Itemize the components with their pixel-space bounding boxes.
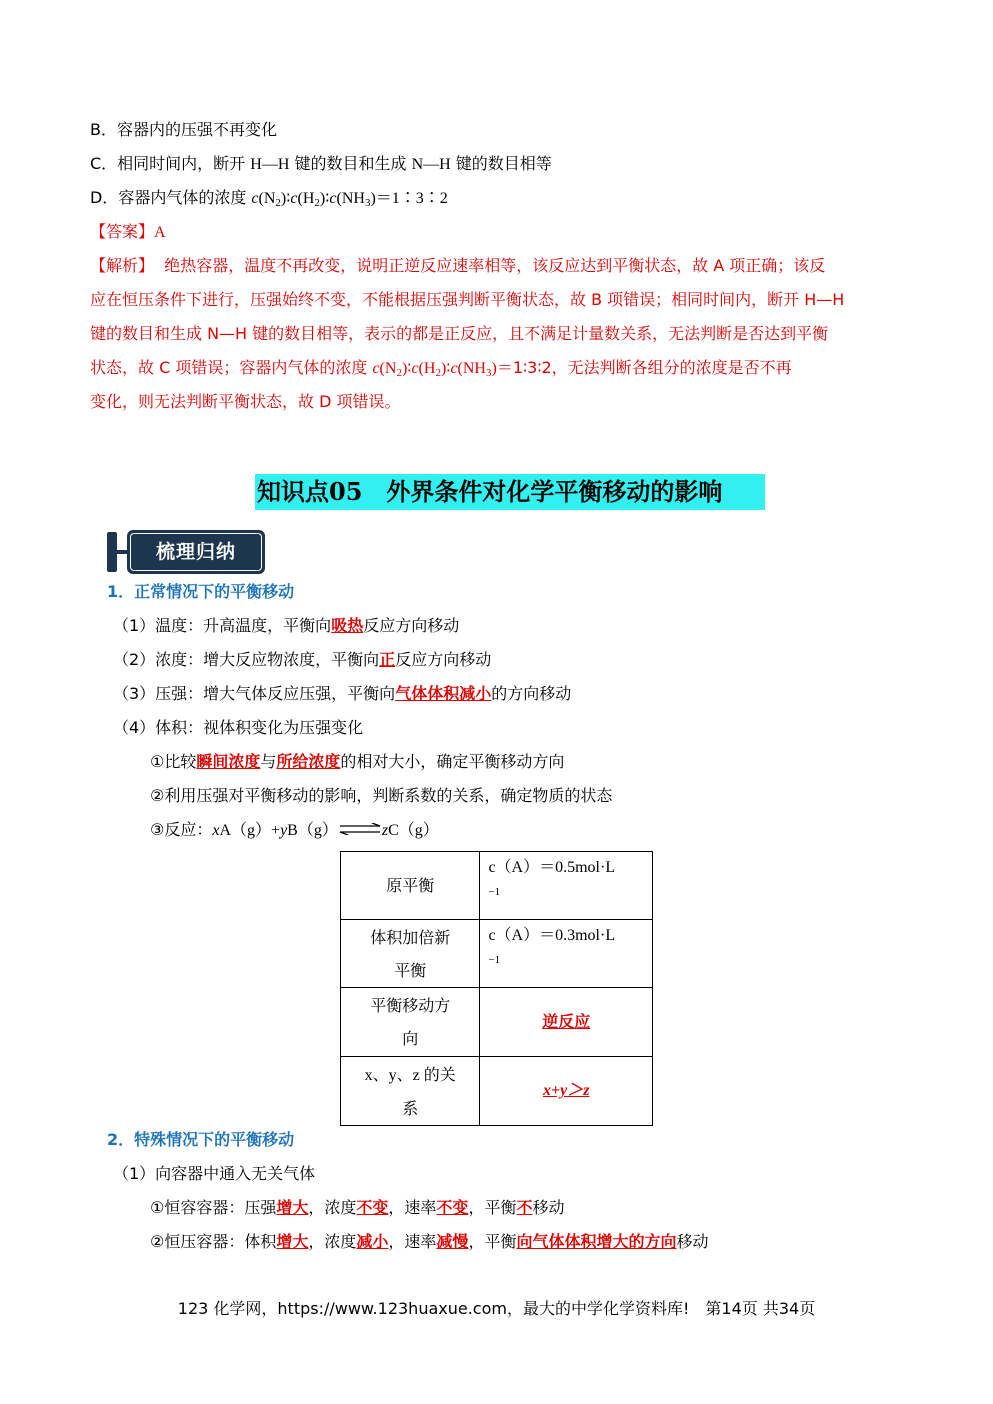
cv-p2: ，浓度 (308, 1198, 357, 1217)
badge-box (127, 530, 265, 574)
row-label-doubled (341, 920, 480, 988)
species-a: A（g）+ (219, 822, 281, 839)
analysis-line-4-suffix: ＝1∶3∶2，无法判断各组分的浓度是否不再 (496, 358, 792, 377)
relation-label-1: x、y、z 的关 (364, 1066, 456, 1084)
pressure-highlight: 气体体积减小 (395, 684, 492, 703)
analysis-text-1: 绝热容器，温度不再改变，说明正逆反应速率相等，该反应达到平衡状态，故 A 项正确；该反 (164, 256, 826, 275)
row-value-doubled (480, 920, 653, 988)
sub1-prefix: ①比较 (150, 752, 197, 771)
cv-p3: ，速率 (388, 1198, 437, 1217)
inert-gas-item: （1）向容器中通入无关气体 (113, 1164, 316, 1183)
coef-y: y (280, 822, 288, 839)
pressure-suffix: 的方向移动 (491, 684, 572, 703)
cp-p4: ，平衡 (468, 1232, 517, 1251)
option-c-suffix: 键的数目相等 (450, 154, 552, 173)
analysis-line-4-prefix: 状态，故 C 项错误；容器内气体的浓度 (90, 358, 373, 377)
bond-nh: N—H (411, 156, 451, 173)
answer-label: 【答案】 (90, 222, 155, 241)
cv-h1: 增大 (276, 1198, 309, 1217)
table-row (341, 920, 653, 988)
row-label-relation (341, 1057, 480, 1126)
analysis-line-5: 变化，则无法判断平衡状态，故 D 项错误。 (90, 392, 401, 411)
page-footer: 123 化学网，https://www.123huaxue.com，最大的中学化学资料库! 第14页 共34页 (177, 1299, 816, 1318)
section-2-title: 2．特殊情况下的平衡移动 (107, 1130, 295, 1149)
doubled-label-1: 体积加倍新 (370, 927, 451, 947)
volume-sub-1 (150, 752, 564, 772)
cv-p1: ①恒容容器：压强 (150, 1198, 277, 1217)
pressure-rule (113, 684, 571, 704)
concentration-suffix: 反应方向移动 (395, 650, 492, 669)
direction-label-1: 平衡移动方 (370, 996, 451, 1015)
volume-sub-2: ②利用压强对平衡移动的影响，判断系数的关系，确定物质的状态 (150, 786, 613, 805)
equilibrium-arrow-icon (338, 823, 382, 835)
coef-z: z (381, 822, 389, 839)
temperature-suffix: 反应方向移动 (363, 616, 460, 635)
temperature-prefix: （1）温度：升高温度，平衡向 (113, 616, 332, 635)
direction-value: 逆反应 (542, 1012, 591, 1031)
cp-p2: ，浓度 (308, 1232, 357, 1251)
cv-p5: 移动 (532, 1198, 565, 1217)
option-c-prefix: C．相同时间内，断开 (90, 154, 251, 173)
sub1-suffix: 的相对大小，确定平衡移动方向 (340, 752, 565, 771)
sub1-highlight-2: 所给浓度 (276, 752, 341, 771)
cv-h3: 不变 (436, 1198, 469, 1217)
doubled-concentration: c（A）＝0.3mol·L (488, 927, 616, 944)
temperature-rule (113, 616, 459, 636)
answer (90, 222, 166, 243)
concentration-rule (113, 650, 491, 670)
badge-label: 梳理归纳 (130, 533, 262, 571)
species-c: C（g） (388, 822, 439, 839)
row-value-direction (480, 988, 653, 1057)
coef-x: x (212, 822, 220, 839)
original-concentration: c（A）＝0.5mol·L (488, 859, 616, 876)
concentration-prefix: （2）浓度：增大反应物浓度，平衡向 (113, 650, 380, 669)
concentration-expression: $c(N_2)∶c(H_2)∶c(NH_3)$ (251, 190, 376, 209)
relation-label-2: 系 (402, 1098, 419, 1118)
cv-h2: 不变 (356, 1198, 389, 1217)
summary-badge (107, 530, 265, 574)
analysis-concentration: $c(N_2)∶c(H_2)∶c(NH_3)$ (372, 360, 497, 379)
equilibrium-table (340, 851, 653, 1126)
row-label-direction (341, 988, 480, 1057)
doubled-label-2: 平衡 (394, 960, 427, 980)
temperature-highlight: 吸热 (331, 616, 364, 635)
species-b: B（g） (287, 822, 338, 839)
direction-label-2: 向 (402, 1029, 419, 1048)
doubled-exponent: −1 (488, 954, 501, 966)
cp-p5: 移动 (676, 1232, 709, 1251)
analysis-line-2: 应在恒压条件下进行，压强始终不变，不能根据压强判断平衡状态，故 B 项错误；相同时间内，断开 H—H (90, 290, 845, 309)
analysis-line-4 (90, 358, 792, 379)
cp-p1: ②恒压容器：体积 (150, 1232, 277, 1251)
concentration-highlight: 正 (379, 650, 396, 669)
analysis-label: 【解析】 (90, 256, 155, 275)
section-1-title: 1．正常情况下的平衡移动 (107, 582, 295, 601)
row-value-original (480, 852, 653, 920)
constant-volume-rule (150, 1198, 564, 1218)
analysis-line-1 (90, 256, 825, 276)
option-d-prefix: D．容器内气体的浓度 (90, 188, 252, 207)
pressure-prefix: （3）压强：增大气体反应压强，平衡向 (113, 684, 396, 703)
original-exponent: −1 (488, 886, 501, 898)
original-label: 原平衡 (386, 876, 435, 895)
analysis-line-3: 键的数目和生成 N—H 键的数目相等，表示的都是正反应，且不满足计量数关系，无法判断是否达到平衡 (90, 324, 829, 343)
relation-value: x+y＞z (543, 1082, 590, 1099)
option-d (90, 188, 448, 209)
cp-h1: 增大 (276, 1232, 309, 1251)
option-b: B．容器内的压强不再变化 (90, 120, 277, 139)
bond-hh: H—H (250, 156, 290, 173)
cp-p3: ，速率 (388, 1232, 437, 1251)
sub1-highlight-1: 瞬间浓度 (196, 752, 261, 771)
table-row (341, 988, 653, 1057)
cv-h4: 不 (516, 1198, 533, 1217)
knowledge-point-heading: 知识点05 外界条件对化学平衡移动的影响 (255, 474, 765, 510)
table-row (341, 852, 653, 920)
answer-value: A (154, 224, 166, 241)
option-d-ratio: ＝1∶3∶2 (375, 190, 448, 207)
reaction-prefix: ③反应： (150, 820, 213, 839)
cv-p4: ，平衡 (468, 1198, 517, 1217)
cp-h2: 减小 (356, 1232, 389, 1251)
sub1-mid: 与 (260, 752, 277, 771)
constant-pressure-rule (150, 1232, 708, 1252)
option-c-mid: 键的数目和生成 (289, 154, 412, 173)
cp-h4: 向气体体积增大的方向 (516, 1232, 677, 1251)
cp-h3: 减慢 (436, 1232, 469, 1251)
reaction-equation (150, 820, 439, 841)
volume-rule: （4）体积：视体积变化为压强变化 (113, 718, 364, 737)
row-value-relation (480, 1057, 653, 1126)
row-label-original (341, 852, 480, 920)
table-row (341, 1057, 653, 1126)
option-c (90, 154, 552, 175)
